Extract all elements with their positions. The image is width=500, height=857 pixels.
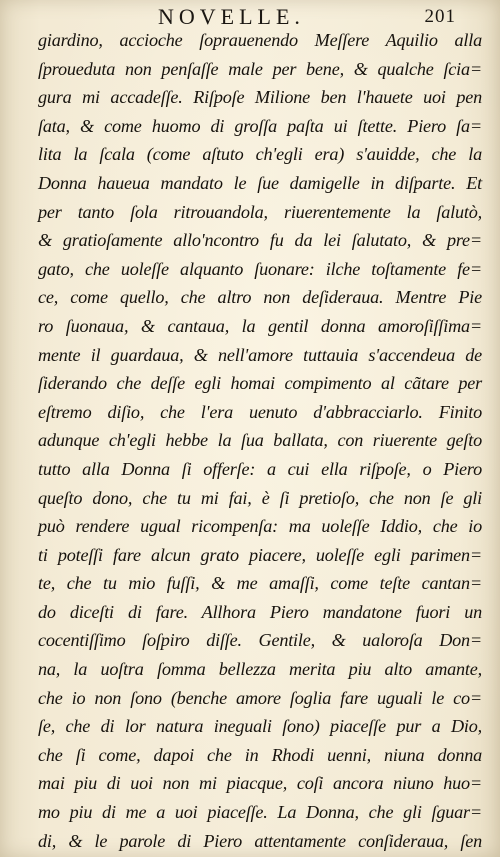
- text-line: che io non ſono (benche amore ſoglia fare uguali le co=: [38, 687, 482, 708]
- text-line: ce, come quello, che altro non deſideraua. Mentre Pie: [38, 287, 482, 308]
- text-line: ti poteſſi fare alcun grato piacere, uoleſſe egli parimen=: [38, 544, 482, 565]
- text-line: ſe, che di lor natura ineguali ſono) piaceſſe pur a Dio,: [38, 716, 482, 737]
- text-line: può rendere ugual ricompenſa: ma uoleſſe Iddio, che io: [38, 516, 482, 537]
- text-line: & gratioſamente allo'ncontro fu da lei ſalutato, & pre=: [38, 230, 482, 251]
- text-line: adunque ch'egli hebbe la ſua ballata, con riuerente geſto: [38, 430, 482, 451]
- text-line: queſto dono, che tu mi fai, è ſi pretioſo, che non ſe gli: [38, 487, 482, 508]
- text-line: ſata, & come huomo di groſſa paſta ui ſtette. Piero ſa=: [38, 115, 482, 136]
- text-line: mente il guardaua, & nell'amore tuttauia s'accendeua de: [38, 344, 482, 365]
- page-header: [40, 4, 470, 29]
- text-line: ſiderando che deſſe egli homai compimento al cãtare per: [38, 373, 482, 394]
- text-line: mo piu di me a uoi piaceſſe. La Donna, che gli ſguar=: [38, 802, 482, 823]
- text-line: cocentiſſimo ſoſpiro diſſe. Gentile, & ualoroſa Don=: [38, 630, 482, 651]
- text-line: lita la ſcala (come aſtuto ch'egli era) s'auidde, che la: [38, 144, 482, 165]
- text-line: te, che tu mio fuſſi, & me amaſſi, come teſte cantan=: [38, 573, 482, 594]
- text-line: gura mi accadeſſe. Riſpoſe Milione ben l'hauete uoi pen: [38, 87, 482, 108]
- text-line: ro ſuonaua, & cantaua, la gentil donna amoroſiſſima=: [38, 315, 482, 336]
- text-line: mai piu di uoi non mi piacque, coſi ancora niuno huo=: [38, 773, 482, 794]
- text-line: che ſi come, dapoi che in Rhodi uenni, niuna donna: [38, 744, 482, 765]
- page-number: 201: [424, 6, 456, 27]
- text-line: na, la uoſtra ſomma bellezza merita piu alto amante,: [38, 659, 482, 680]
- text-line: Donna haueua mandato le ſue damigelle in diſparte. Et: [38, 172, 482, 193]
- text-line: ſproueduta non penſaſſe male per bene, & qualche ſcia=: [38, 58, 482, 79]
- text-line: eſtremo diſio, che l'era uenuto d'abbracciarlo. Finito: [38, 401, 482, 422]
- text-line: tutto alla Donna ſi offerſe: a cui ella riſpoſe, o Piero: [38, 458, 482, 479]
- running-title: NOVELLE.: [158, 4, 305, 29]
- text-line: di, & le parole di Piero attentamente conſideraua, ſen: [38, 830, 482, 851]
- text-line: gato, che uoleſſe alquanto ſuonare: ilche toſtamente fe=: [38, 258, 482, 279]
- text-line: do diceſti di fare. Allhora Piero mandatone fuori un: [38, 601, 482, 622]
- body-text: [38, 26, 482, 855]
- text-line: per tanto ſola ritrouandola, riuerentemente la ſalutò,: [38, 201, 482, 222]
- text-line: giardino, accioche ſoprauenendo Meſſere Aquilio alla: [38, 30, 482, 50]
